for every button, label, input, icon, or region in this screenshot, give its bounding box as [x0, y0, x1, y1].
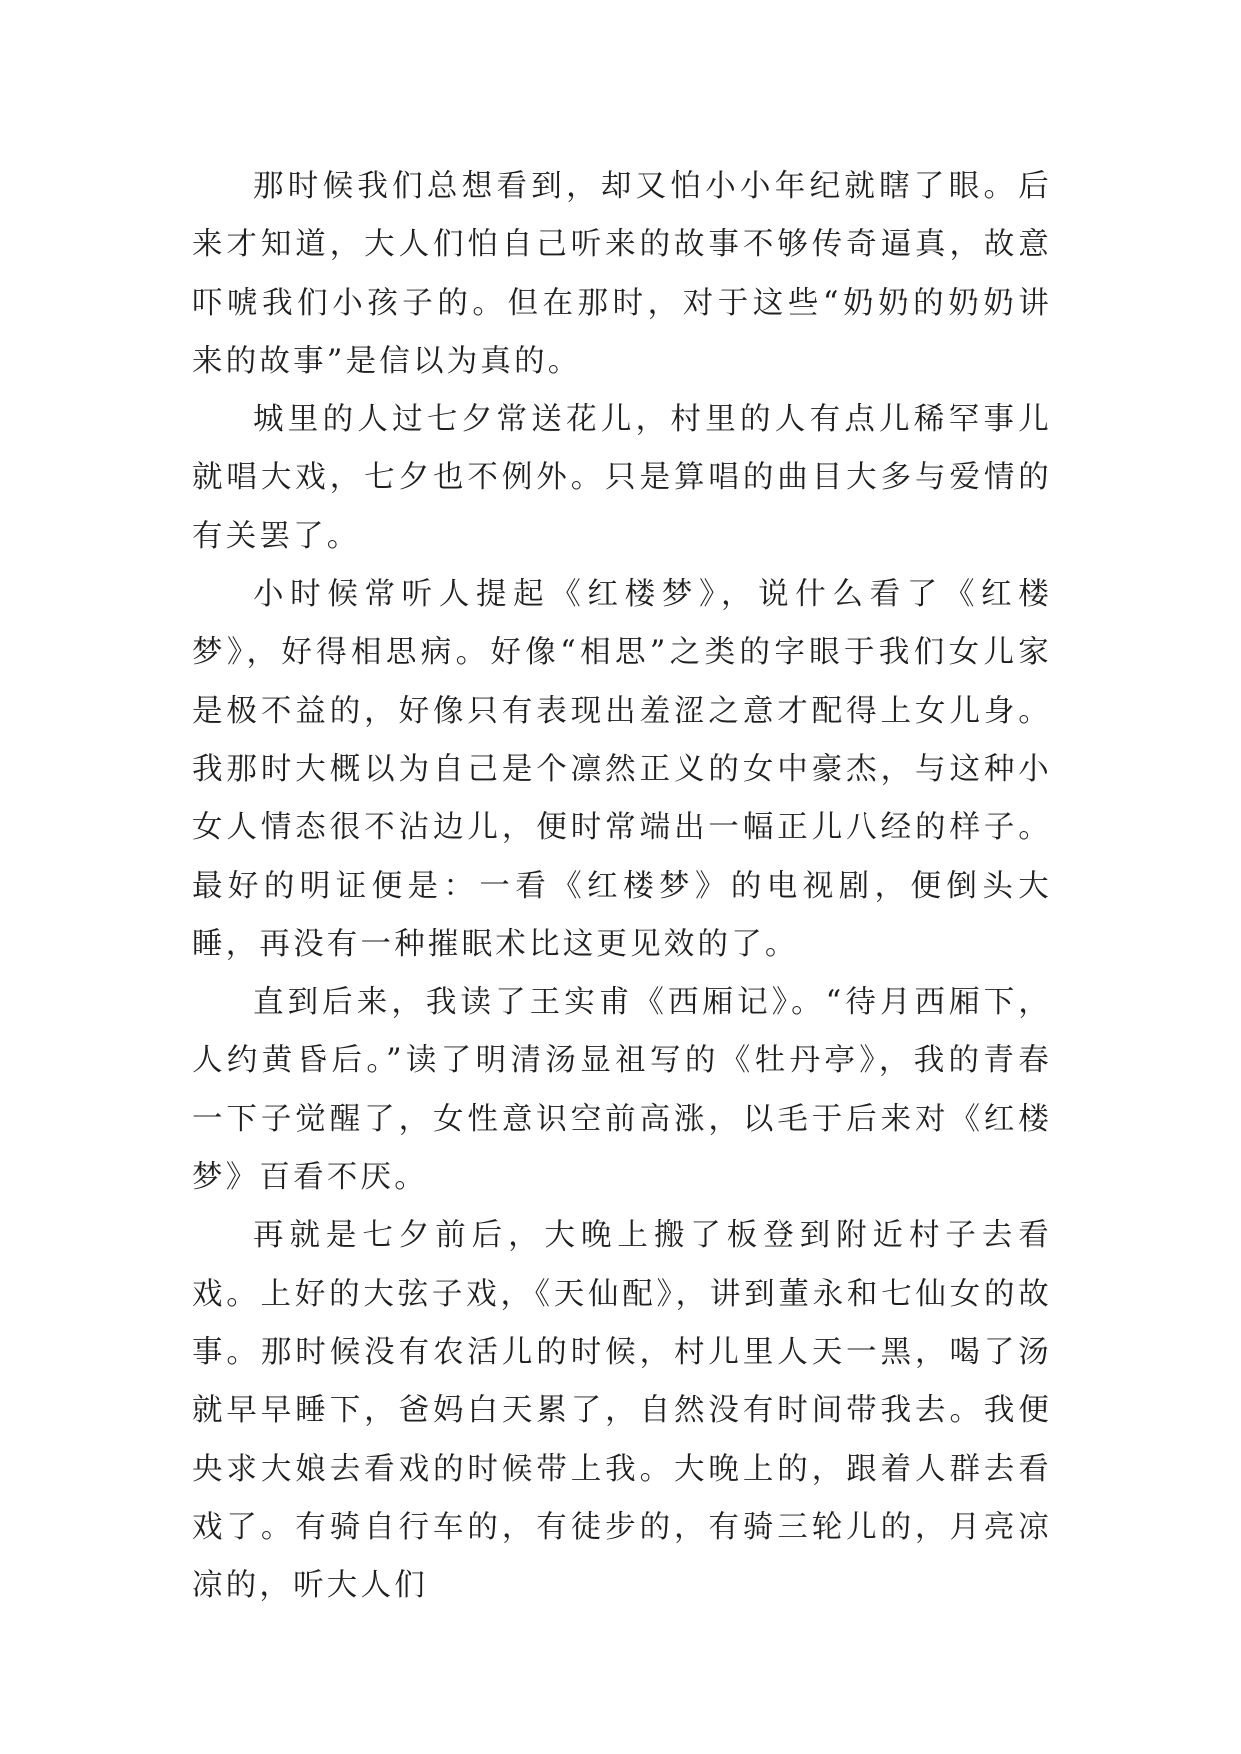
- document-body: [192, 158, 1052, 1615]
- paragraph-2: 城里的人过七夕常送花儿，村里的人有点儿稀罕事儿就唱大戏，七夕也不例外。只是算唱的曲目大多与爱情的有关罢了。: [192, 402, 1052, 554]
- paragraph-1: 那时候我们总想看到，却又怕小小年纪就瞎了眼。后来才知道，大人们怕自己听来的故事不够传奇逼真，故意吓唬我们小孩子的。但在那时，对于这些“奶奶的奶奶讲来的故事”是信以为真的。: [192, 169, 1052, 379]
- paragraph-4: 直到后来，我读了王实甫《西厢记》。“待月西厢下，人约黄昏后。”读了明清汤显祖写的《牡丹亭》，我的青春一下子觉醒了，女性意识空前高涨，以毛于后来对《红楼梦》百看不厌。: [192, 985, 1052, 1196]
- paragraph-5: 再就是七夕前后，大晚上搬了板登到附近村子去看戏。上好的大弦子戏，《天仙配》，讲到董永和七仙女的故事。那时候没有农活儿的时候，村儿里人天一黑，喝了汤就早早睡下，爸妈白天累了，自然没有时间带我去。我便央求大娘去看戏的时候带上我。大晚上的，跟着人群去看戏了。有骑自行车的，有徒步的，有骑三轮儿的，月亮凉凉的，听大人们: [192, 1218, 1052, 1604]
- paragraph-3: 小时候常听人提起《红楼梦》，说什么看了《红楼梦》，好得相思病。好像“相思”之类的字眼于我们女儿家是极不益的，好像只有表现出羞涩之意才配得上女儿身。我那时大概以为自己是个凛然正义的女中豪杰，与这种小女人情态很不沾边儿，便时常端出一幅正儿八经的样子。最好的明证便是：一看《红楼梦》的电视剧，便倒头大睡，再没有一种摧眠术比这更见效的了。: [192, 577, 1052, 962]
